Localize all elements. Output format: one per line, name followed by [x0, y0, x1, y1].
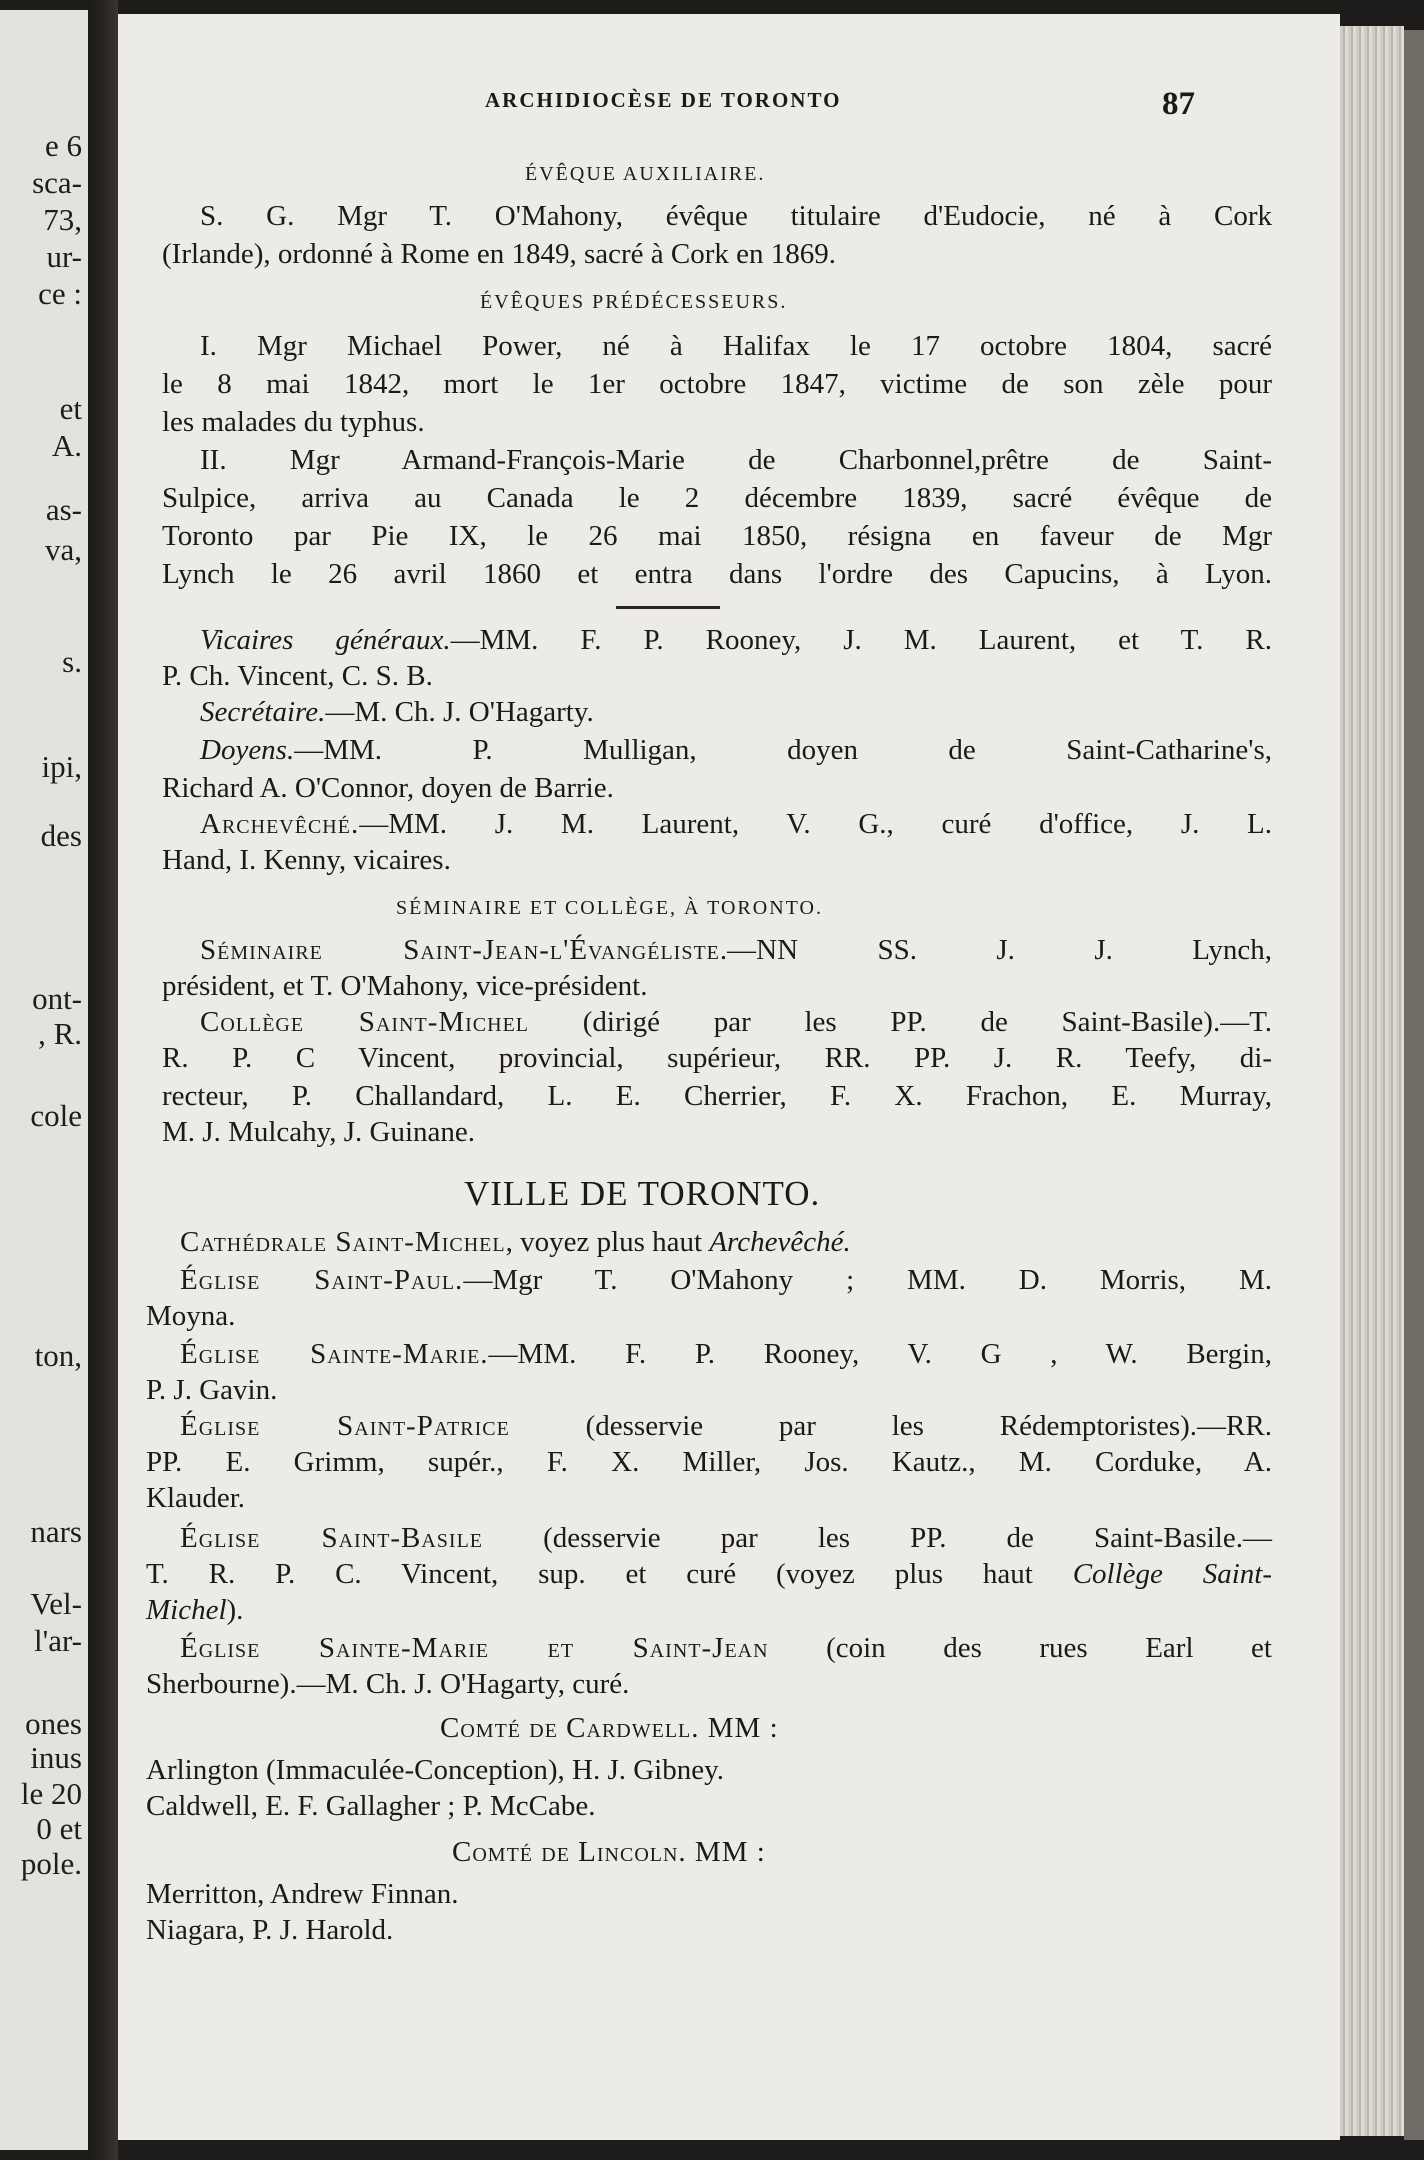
- facing-text: ipi,: [41, 749, 82, 784]
- book-page: [118, 14, 1340, 2140]
- facing-text: 0 et: [36, 1811, 82, 1846]
- section-heading: Comté de Lincoln. MM :: [452, 1836, 766, 1868]
- text-line: Klauder.: [146, 1482, 246, 1514]
- text-line: [180, 1266, 1272, 1295]
- text: .—NN SS. J. J. Lynch,: [719, 934, 1272, 966]
- page-edges: [1340, 26, 1404, 2136]
- facing-text: et: [59, 391, 82, 426]
- text: (dirigé par les PP. de Saint-Basile).—T.: [529, 1006, 1273, 1038]
- facing-text: , R.: [38, 1016, 82, 1051]
- text: —MM. J. M. Laurent, V. G., curé d'office, J. L.: [359, 808, 1272, 840]
- page-number: 87: [1162, 86, 1195, 122]
- facing-text: ont-: [32, 981, 82, 1016]
- text: T. R. P. C. Vincent, sup. et curé (voyez plus haut: [146, 1558, 1073, 1590]
- text: (desservie par les Rédemptoristes).—RR.: [509, 1410, 1272, 1442]
- text-line: M. J. Mulcahy, J. Guinane.: [162, 1116, 476, 1148]
- text-line: [146, 1560, 1272, 1589]
- label: Collège Saint-Michel: [200, 1006, 530, 1038]
- text-line: [200, 1008, 1272, 1037]
- label: Église Sainte-Marie et Saint-Jean: [180, 1632, 769, 1664]
- text: Michel: [146, 1594, 227, 1626]
- text-line: P. Ch. Vincent, C. S. B.: [162, 660, 433, 692]
- facing-text: des: [40, 818, 82, 853]
- text-line: Toronto par Pie IX, le 26 mai 1850, résigna en faveur de Mgr: [162, 520, 1272, 552]
- label: Doyens.: [200, 734, 295, 766]
- facing-page-fragment: [0, 10, 88, 2150]
- facing-text: nars: [30, 1514, 82, 1549]
- text-line: Lynch le 26 avril 1860 et entra dans l'ordre des Capucins, à Lyon.: [162, 558, 1272, 590]
- label: Cathédrale Saint-Michel: [180, 1226, 506, 1258]
- label: Séminaire Saint-Jean-l'Évangéliste: [200, 934, 720, 966]
- label: Église Saint-Basile: [180, 1522, 484, 1554]
- facing-text: le 20: [20, 1776, 82, 1811]
- book-gutter: [88, 0, 118, 2160]
- text: —M. Ch. J. O'Hagarty.: [325, 696, 594, 728]
- text-line: le 8 mai 1842, mort le 1er octobre 1847, victime de son zèle pour: [162, 368, 1272, 400]
- text-line: R. P. C Vincent, provincial, supérieur, RR. PP. J. R. Teefy, di-: [162, 1042, 1272, 1074]
- facing-text: 73,: [43, 202, 82, 237]
- text-line: [200, 626, 1272, 655]
- text-line: [180, 1634, 1272, 1663]
- facing-text: e 6: [44, 128, 82, 163]
- text-line: [200, 698, 594, 727]
- label: Église Sainte-Marie.: [180, 1338, 489, 1370]
- text-line: Moyna.: [146, 1300, 236, 1332]
- facing-text: ce :: [38, 276, 82, 311]
- book-cover-edge: [1404, 30, 1424, 2140]
- text: —MM. F. P. Rooney, V. G , W. Bergin,: [488, 1338, 1272, 1370]
- text: ).: [226, 1594, 244, 1626]
- section-heading: SÉMINAIRE ET COLLÈGE, À TORONTO.: [396, 897, 823, 919]
- text: (coin des rues Earl et: [768, 1632, 1272, 1664]
- text-line: PP. E. Grimm, supér., F. X. Miller, Jos. Kautz., M. Corduke, A.: [146, 1446, 1272, 1478]
- text: —Mgr T. O'Mahony ; MM. D. Morris, M.: [463, 1264, 1272, 1296]
- label: Église Saint-Paul.: [180, 1264, 464, 1296]
- facing-text: pole.: [20, 1846, 82, 1881]
- text-line: II. Mgr Armand-François-Marie de Charbonnel,prêtre de Saint-: [200, 444, 1272, 476]
- facing-text: inus: [30, 1740, 82, 1775]
- text-line: Caldwell, E. F. Gallagher ; P. McCabe.: [146, 1790, 596, 1822]
- section-heading: ÉVÊQUE AUXILIAIRE.: [525, 163, 766, 185]
- text-line: [180, 1524, 1272, 1553]
- text-line: Sulpice, arriva au Canada le 2 décembre 1839, sacré évêque de: [162, 482, 1272, 514]
- text: —MM. P. Mulligan, doyen de Saint-Catharine's,: [294, 734, 1272, 766]
- facing-text: ton,: [34, 1338, 82, 1373]
- text-line: (Irlande), ordonné à Rome en 1849, sacré à Cork en 1869.: [162, 238, 837, 270]
- label: Église Saint-Patrice: [180, 1410, 510, 1442]
- text-line: [180, 1412, 1272, 1441]
- text-line: Richard A. O'Connor, doyen de Barrie.: [162, 772, 614, 804]
- text-line: P. J. Gavin.: [146, 1374, 278, 1406]
- label: Vicaires généraux.: [200, 624, 451, 656]
- facing-text: as-: [45, 492, 82, 527]
- text-line: [200, 736, 1272, 765]
- text-line: Niagara, P. J. Harold.: [146, 1914, 394, 1946]
- text-line: recteur, P. Challandard, L. E. Cherrier, F. X. Frachon, E. Murray,: [162, 1080, 1272, 1112]
- text-line: Hand, I. Kenny, vicaires.: [162, 844, 451, 876]
- facing-text: Vel-: [30, 1586, 82, 1621]
- running-title: ARCHIDIOCÈSE DE TORONTO: [485, 88, 842, 112]
- text-line: [146, 1596, 243, 1625]
- facing-text: s.: [62, 644, 82, 679]
- text-line: Sherbourne).—M. Ch. J. O'Hagarty, curé.: [146, 1668, 630, 1700]
- text-line: [180, 1340, 1272, 1369]
- text: , voyez plus haut: [505, 1226, 710, 1258]
- facing-text: A.: [51, 428, 82, 463]
- text-line: [200, 936, 1272, 965]
- text: —MM. F. P. Rooney, J. M. Laurent, et T. R.: [450, 624, 1272, 656]
- facing-text: l'ar-: [34, 1623, 82, 1658]
- text-line: les malades du typhus.: [162, 406, 425, 438]
- label: Archevêché.: [200, 808, 360, 840]
- text-line: président, et T. O'Mahony, vice-président.: [162, 970, 648, 1002]
- text: (desservie par les PP. de Saint-Basile.—: [483, 1522, 1272, 1554]
- text-line: Merritton, Andrew Finnan.: [146, 1878, 459, 1910]
- text-line: [200, 810, 1272, 839]
- text-line: I. Mgr Michael Power, né à Halifax le 17 octobre 1804, sacré: [200, 330, 1272, 362]
- facing-text: ur-: [46, 239, 82, 274]
- section-heading: ÉVÊQUES PRÉDÉCESSEURS.: [480, 291, 788, 313]
- text-line: S. G. Mgr T. O'Mahony, évêque titulaire d'Eudocie, né à Cork: [200, 200, 1272, 232]
- facing-text: va,: [44, 532, 82, 567]
- section-heading: Comté de Cardwell. MM :: [440, 1712, 779, 1744]
- text: Archevêché.: [709, 1226, 851, 1258]
- section-heading: VILLE DE TORONTO.: [464, 1174, 821, 1213]
- text-line: [180, 1228, 851, 1257]
- facing-text: sca-: [32, 165, 82, 200]
- section-rule: [616, 606, 720, 609]
- text: Collège Saint-: [1072, 1558, 1272, 1590]
- label: Secrétaire.: [200, 696, 326, 728]
- text-line: Arlington (Immaculée-Conception), H. J. Gibney.: [146, 1754, 724, 1786]
- facing-text: ones: [25, 1706, 82, 1741]
- facing-text: cole: [30, 1098, 82, 1133]
